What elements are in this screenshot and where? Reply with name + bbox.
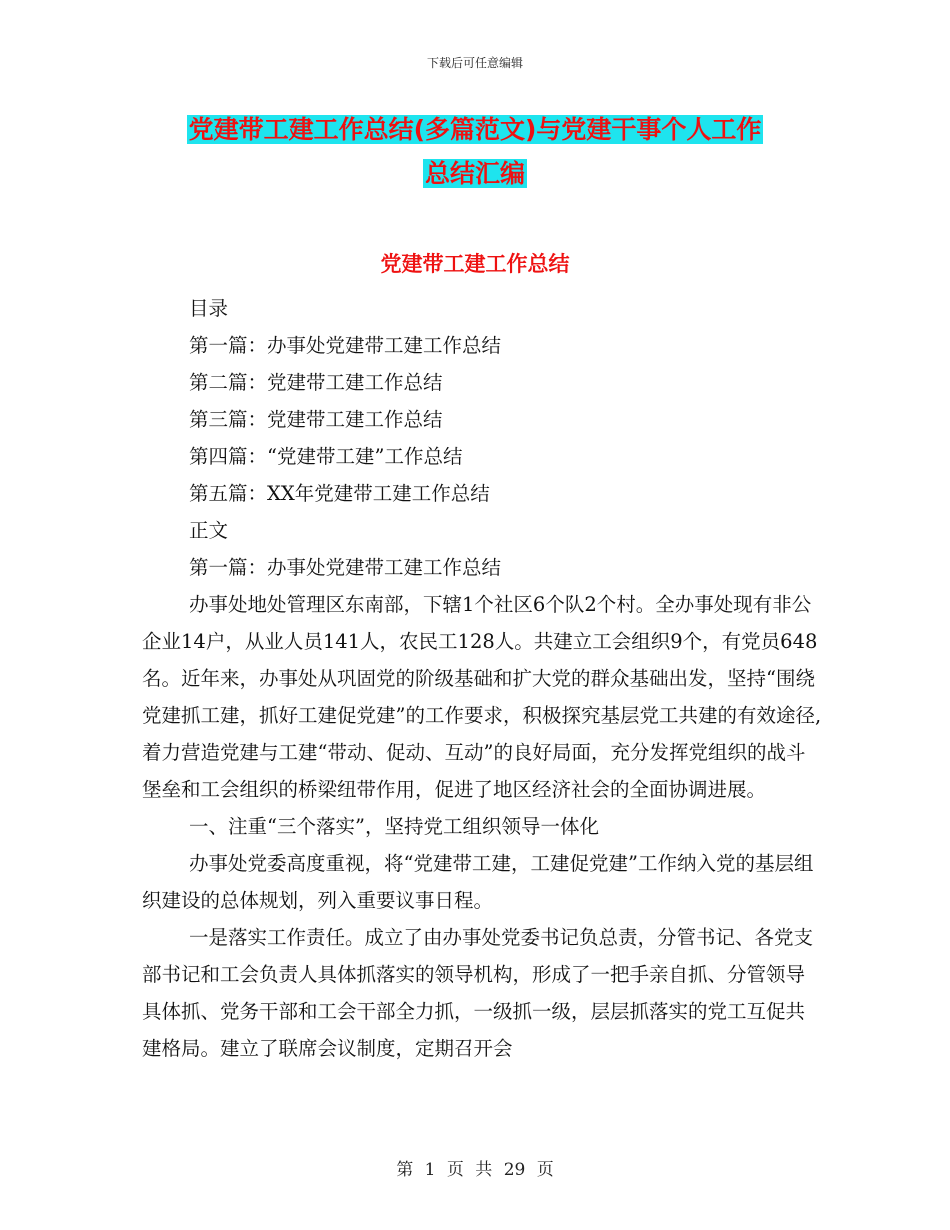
toc-item: 第五篇：XX年党建带工建工作总结 xyxy=(189,482,490,505)
toc-item: 第一篇：办事处党建带工建工作总结 xyxy=(189,334,502,357)
table-of-contents xyxy=(142,290,822,586)
article-heading: 第一篇：办事处党建带工建工作总结 xyxy=(189,556,502,579)
section-title: 党建带工建工作总结 xyxy=(380,252,570,276)
body-paragraph: 一、注重“三个落实”，坚持党工组织领导一体化 xyxy=(189,815,599,838)
body-paragraph: 一是落实工作责任。成立了由办事处党委书记负总责，分管书记、各党支部书记和工会负责人具体抓落实的领导机构，形成了一把手亲自抓、分管领导具体抓、党务干部和工会干部全力抓，一级抓一级，层层抓落实的党工互促共建格局。建立了联席会议制度，定期召开会 xyxy=(142,926,814,1060)
toc-item: 第二篇：党建带工建工作总结 xyxy=(189,371,443,394)
toc-heading: 目录 xyxy=(189,297,229,320)
page-number-footer: 第 1 页 共 29 页 xyxy=(396,1160,554,1180)
document-title-line-2: 总结汇编 xyxy=(424,159,525,188)
document-title-line-1: 党建带工建工作总结(多篇范文)与党建干事个人工作 xyxy=(188,115,762,144)
header-note: 下载后可任意编辑 xyxy=(426,56,523,70)
toc-item: 第四篇：“党建带工建”工作总结 xyxy=(189,445,463,468)
toc-item: 第三篇：党建带工建工作总结 xyxy=(189,408,443,431)
document-title xyxy=(0,108,950,196)
body-paragraph: 办事处地处管理区东南部，下辖1个社区6个队2个村。全办事处现有非公企业14户，从业人员141人，农民工128人。共建立工会组织9个，有党员648名。近年来，办事处从巩固党的阶级基础和扩大党的群众基础出发，坚持“围绕党建抓工建，抓好工建促党建”的工作要求，积极探究基层党工共建的有效途径,着力营造党建与工建“带动、促动、互动”的良好局面，充分发挥党组织的战斗堡垒和工会组织的桥梁纽带作用，促进了地区经济社会的全面协调进展。 xyxy=(142,593,822,801)
document-body xyxy=(142,290,822,1067)
body-heading: 正文 xyxy=(189,519,229,542)
body-paragraph: 办事处党委高度重视，将“党建带工建，工建促党建”工作纳入党的基层组织建设的总体规划，列入重要议事日程。 xyxy=(142,852,814,912)
